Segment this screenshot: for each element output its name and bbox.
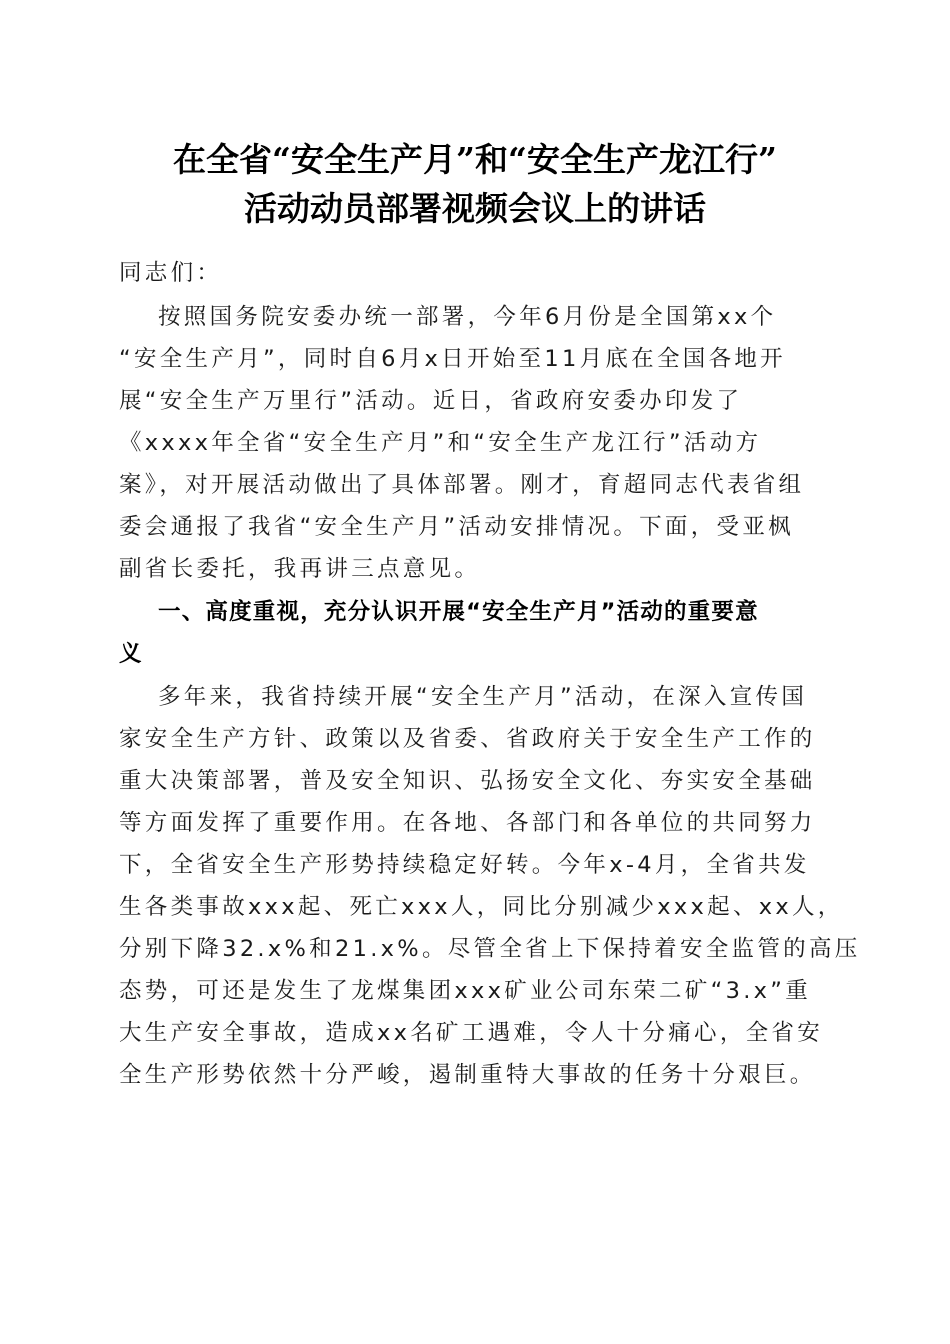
paragraph-2-line: 下，全省安全生产形势持续稳定好转。今年x-4月，全省共发 — [119, 852, 810, 878]
paragraph-1-line: 副省长委托，我再讲三点意见。 — [119, 556, 481, 582]
paragraph-1-line: 展“安全生产万里行”活动。近日，省政府安委办印发了 — [119, 388, 743, 414]
paragraph-1-line: 案》，对开展活动做出了具体部署。刚才，育超同志代表省组 — [119, 472, 805, 498]
paragraph-2-line: 态势，可还是发生了龙煤集团xxx矿业公司东荣二矿“3.x”重 — [119, 978, 812, 1004]
paragraph-2-line: 家安全生产方针、政策以及省委、省政府关于安全生产工作的 — [119, 726, 816, 752]
paragraph-1-line: 委会通报了我省“安全生产月”活动安排情况。下面，受亚枫 — [119, 514, 794, 540]
paragraph-1-line: “安全生产月”，同时自6月x日开始至11月底在全国各地开 — [119, 346, 786, 372]
document-title-line-2: 活动动员部署视频会议上的讲话 — [244, 189, 706, 228]
paragraph-2-line: 等方面发挥了重要作用。在各地、各部门和各单位的共同努力 — [119, 810, 816, 836]
paragraph-1-line: 按照国务院安委办统一部署，今年6月份是全国第xx个 — [158, 304, 777, 330]
paragraph-1-line: 《xxxx年全省“安全生产月”和“安全生产龙江行”活动方 — [119, 430, 762, 456]
paragraph-2-line: 生各类事故xxx起、死亡xxx人，同比分别减少xxx起、xx人， — [119, 894, 844, 920]
document-title-line-1: 在全省“安全生产月”和“安全生产龙江行” — [173, 140, 777, 179]
paragraph-2-line: 全生产形势依然十分严峻，遏制重特大事故的任务十分艰巨。 — [119, 1062, 816, 1088]
paragraph-2-line: 重大决策部署，普及安全知识、弘扬安全文化、夯实安全基础 — [119, 768, 816, 794]
salutation: 同志们： — [119, 260, 223, 286]
paragraph-2-line: 大生产安全事故，造成xx名矿工遇难，令人十分痛心，全省安 — [119, 1020, 824, 1046]
section-1-heading: 一、高度重视，充分认识开展“安全生产月”活动的重要意 — [158, 599, 759, 625]
section-1-heading-continuation: 义 — [119, 641, 143, 667]
paragraph-2-line: 多年来，我省持续开展“安全生产月”活动，在深入宣传国 — [158, 684, 808, 710]
paragraph-2-line: 分别下降32.x%和21.x%。尽管全省上下保持着安全监管的高压 — [119, 936, 861, 962]
